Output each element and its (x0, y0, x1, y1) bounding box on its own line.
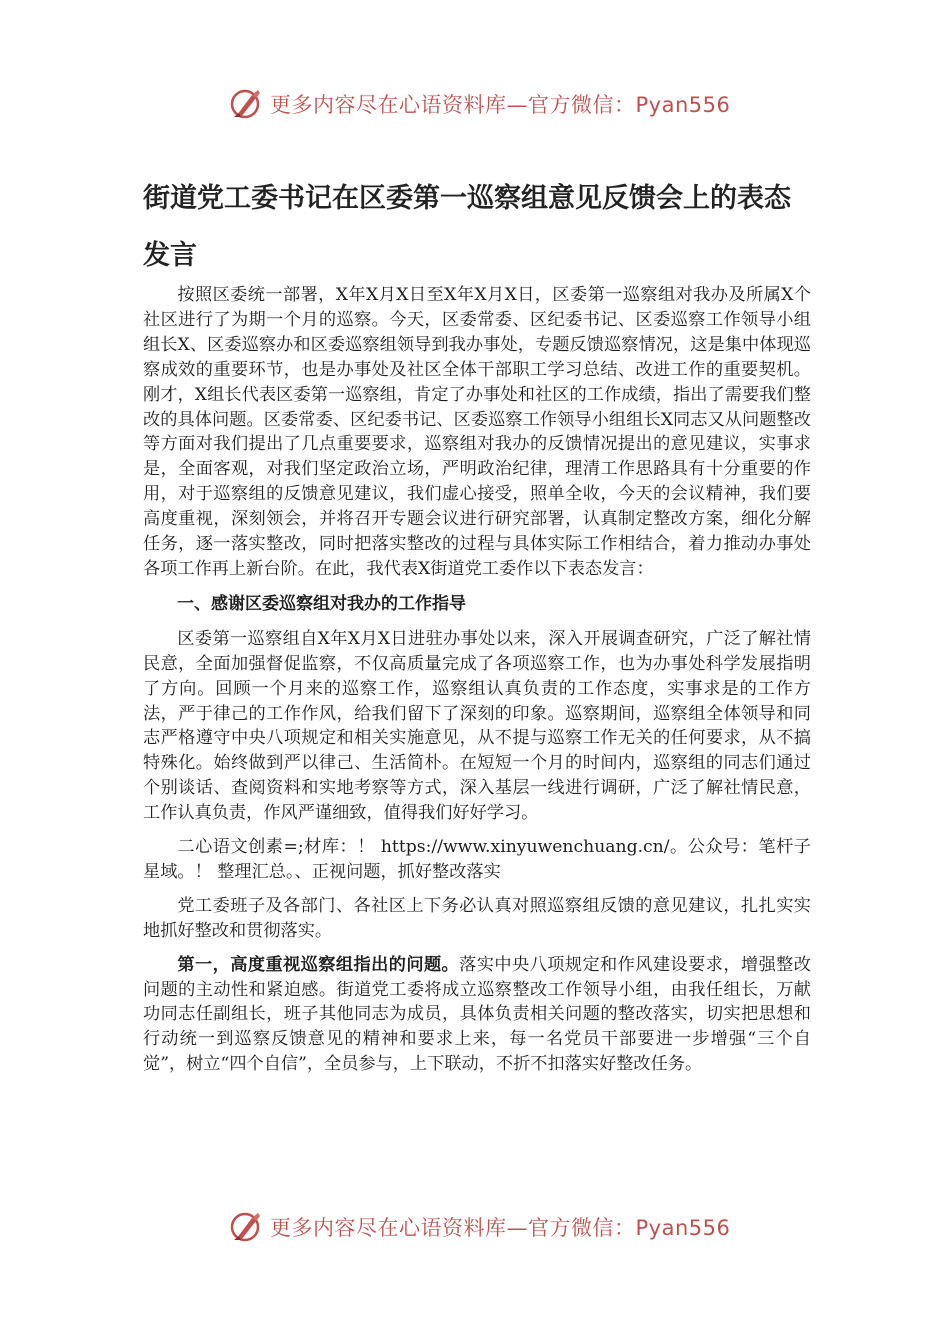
document-title: 街道党工委书记在区委第一巡察组意见反馈会上的表态发言 (143, 183, 791, 271)
pen-nib-logo-icon (228, 86, 264, 122)
footer-banner (228, 1207, 748, 1247)
first-point-lead: 第一，高度重视巡察组指出的问题。 (177, 954, 460, 975)
pen-nib-logo-icon (228, 1209, 264, 1245)
header-banner (228, 84, 748, 124)
paragraph-first-point (143, 953, 811, 1078)
banner-text: 更多内容尽在心语资料库—官方微信：Pyan556 (270, 1216, 731, 1240)
banner-text: 更多内容尽在心语资料库—官方微信：Pyan556 (270, 93, 731, 117)
first-point-body: 落实中央八项规定和作风建设要求，增强整改问题的主动性和紧迫感。街道党工委将成立巡察整改工作领导小组，由我任组长，万献功同志任副组长，班子其他同志为成员，具体负责相关问题的整改落实，切实把思想和行动统一到巡察反馈意见的精神和要求上来，每一名党员干部要进一步增强“三个自觉”，树立“四个自信”，全员参与，上下联动，不折不扣落实好整改任务。 (143, 954, 811, 1075)
section-heading-1: 一、感谢区委巡察组对我办的工作指导 (177, 593, 466, 614)
paragraph-intro: 按照区委统一部署，X年X月X日至X年X月X日，区委第一巡察组对我办及所属X个社区进行了为期一个月的巡察。今天，区委常委、区纪委书记、区委巡察工作领导小组组长X、区委巡察办和区委巡察组领导到我办事处，专题反馈巡察情况，这是集中体现巡察成效的重要环节，也是办事处及社区全体干部职工学习总结、改进工作的重要契机。刚才，X组长代表区委第一巡察组，肯定了办事处和社区的工作成绩，指出了需要我们整改的具体问题。区委常委、区纪委书记、区委巡察工作领导小组组长X同志又从问题整改等方面对我们提出了几点重要要求，巡察组对我办的反馈情况提出的意见建议，实事求是，全面客观，对我们坚定政治立场，严明政治纪律，理清工作思路具有十分重要的作用，对于巡察组的反馈意见建议，我们虚心接受，照单全收，今天的会议精神，我们要高度重视，深刻领会，并将召开专题会议进行研究部署，认真制定整改方案，细化分解任务，逐一落实整改，同时把落实整改的过程与具体实际工作相结合，着力推动办事处各项工作再上新台阶。在此，我代表X街道党工委作以下表态发言： (143, 285, 811, 579)
document-body (143, 283, 811, 1077)
paragraph-rectification: 党工委班子及各部门、各社区上下务必认真对照巡察组反馈的意见建议，扎扎实实地抓好整改和贯彻落实。 (143, 895, 811, 941)
section-heading-2: 二心语文创素=;材库：！ https://www.xinyuwenchuang.cn/。公众号：笔杆子星域。！ 整理汇总。、正视问题，抓好整改落实 (143, 837, 811, 882)
paragraph-thanks: 区委第一巡察组自X年X月X日进驻办事处以来，深入开展调查研究，广泛了解社情民意，全面加强督促监察，不仅高质量完成了各项巡察工作，也为办事处科学发展指明了方向。回顾一个月来的巡察工作，巡察组认真负责的工作态度，实事求是的工作方法，严于律己的工作作风，给我们留下了深刻的印象。巡察期间，巡察组全体领导和同志严格遵守中央八项规定和相关实施意见，从不提与巡察工作无关的任何要求，从不搞特殊化。始终做到严以律己、生活简朴。在短短一个月的时间内，巡察组的同志们通过个别谈话、查阅资料和实地考察等方式，深入基层一线进行调研，广泛了解社情民意，工作认真负责，作风严谨细致，值得我们好好学习。 (143, 628, 811, 824)
